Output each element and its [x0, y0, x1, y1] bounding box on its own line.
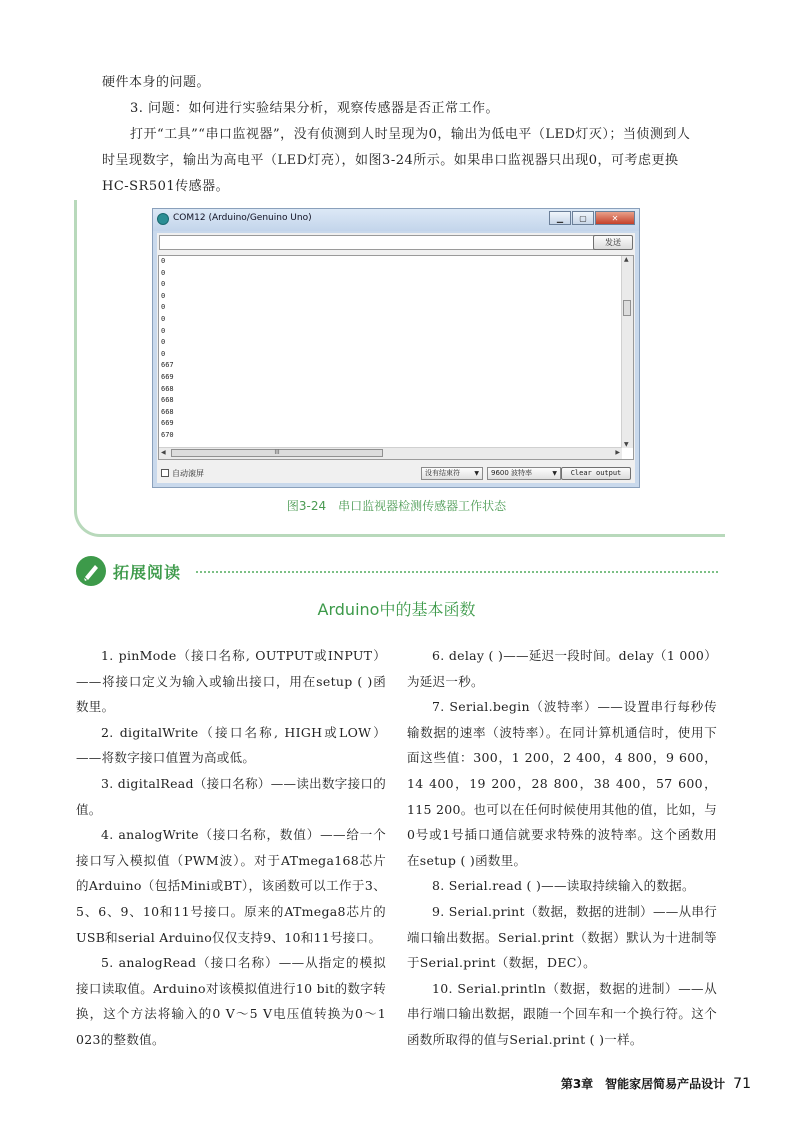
- maximize-button[interactable]: ▢: [572, 211, 594, 225]
- function-item: 9. Serial.print（数据，数据的进制）——从串行端口输出数据。Serial.print（数据）默认为十进制等于Serial.print（数据，DEC）。: [407, 903, 717, 971]
- function-item: 7. Serial.begin（波特率）——设置串行每秒传输数据的速率（波特率）。在同计算机通信时，使用下面这些值：300，1 200，2 400，4 800，9 600，14 400，19 200，28 800，38 400，57 600，115 200。也可以在任何时候使用其他的值，比如，与0号或1号插口通信就要求特殊的波特率。这个函数用在setup ( )函数里。: [407, 699, 717, 868]
- minimize-button[interactable]: ▁: [549, 211, 571, 225]
- function-item: 1. pinMode（接口名称, OUTPUT或INPUT）——将接口定义为输入或输出接口，用在setup ( )函数里。: [76, 648, 386, 715]
- serial-monitor-window: [152, 208, 640, 488]
- pencil-icon: [76, 556, 106, 586]
- output-line: 0: [161, 326, 166, 335]
- horizontal-scrollbar[interactable]: [159, 447, 622, 459]
- function-item: 4. analogWrite（接口名称，数值）——给一个接口写入模拟值（PWM波）。对于ATmega168芯片的Arduino（包括Mini或BT），该函数可以工作于3、5、6、9、10和11号接口。原来的ATmega8芯片的USB和serial Arduino仅仅支持9、10和11号接口。: [76, 827, 386, 945]
- output-line: 667: [161, 361, 174, 370]
- output-line: 0: [161, 349, 166, 358]
- scroll-right-icon[interactable]: ▶: [615, 449, 620, 456]
- left-column: [76, 643, 386, 1053]
- arduino-icon: [157, 213, 169, 225]
- baud-value: 9600 波特率: [491, 469, 533, 477]
- chapter-title: 第3章 智能家居简易产品设计: [560, 1077, 726, 1091]
- autoscroll-checkbox[interactable]: [161, 469, 169, 477]
- chevron-down-icon: ▼: [552, 470, 557, 477]
- autoscroll-label: 自动滚屏: [172, 469, 204, 478]
- output-line: 0: [161, 268, 166, 277]
- output-line: 668: [161, 407, 174, 416]
- close-button[interactable]: ✕: [595, 211, 635, 225]
- intro-line: 硬件本身的问题。: [102, 75, 211, 90]
- serial-output[interactable]: [158, 255, 634, 460]
- function-item: 8. Serial.read ( )——读取持续输入的数据。: [432, 878, 695, 894]
- function-item: 2. digitalWrite（接口名称, HIGH或LOW）——将数字接口值置为高或低。: [76, 724, 386, 766]
- line-ending-select[interactable]: [421, 467, 483, 480]
- function-item: 6. delay ( )——延迟一段时间。delay（1 000）为延迟一秒。: [407, 648, 717, 689]
- output-line: 670: [161, 430, 174, 439]
- bottom-bar: [159, 466, 633, 482]
- output-line: 0: [161, 291, 166, 300]
- intro-paragraph: 打开“工具”“串口监视器”，没有侦测到人时呈现为0，输出为低电平（LED灯灭）；当侦测到人时呈现数字，输出为高电平（LED灯亮），如图3-24所示。如果串口监视器只出现0，可考虑更换HC-SR501传感器。: [102, 127, 691, 194]
- section-title: Arduino中的基本函数: [317, 600, 476, 619]
- baud-select[interactable]: [487, 467, 561, 480]
- right-column: [407, 643, 717, 1053]
- vertical-scroll-thumb[interactable]: [623, 300, 631, 316]
- window-client: [157, 233, 635, 483]
- output-line: 669: [161, 372, 174, 381]
- send-input[interactable]: [159, 235, 595, 250]
- output-line: 0: [161, 303, 166, 312]
- line-ending-value: 没有结束符: [425, 469, 460, 477]
- horizontal-scroll-thumb[interactable]: III: [171, 449, 383, 457]
- clear-output-button[interactable]: Clear output: [561, 467, 631, 480]
- question-3: 3. 问题：如何进行实验结果分析，观察传感器是否正常工作。: [130, 101, 500, 116]
- output-line: 0: [161, 280, 166, 289]
- chevron-down-icon: ▼: [474, 470, 479, 477]
- section-header: 拓展阅读: [113, 563, 182, 582]
- output-line: 0: [161, 314, 166, 323]
- function-item: 10. Serial.println（数据，数据的进制）——从串行端口输出数据，跟随一个回车和一个换行符。这个函数所取得的值与Serial.print ( )一样。: [407, 980, 717, 1047]
- page-footer: [561, 1075, 751, 1092]
- scroll-up-icon[interactable]: ▲: [624, 256, 629, 263]
- title-bar[interactable]: [153, 209, 639, 231]
- intro-text: [102, 70, 702, 200]
- scroll-down-icon[interactable]: ▼: [624, 441, 629, 448]
- output-line: 668: [161, 384, 174, 393]
- output-line: 668: [161, 396, 174, 405]
- vertical-scrollbar[interactable]: [621, 256, 633, 448]
- output-line: 0: [161, 257, 166, 265]
- window-title: COM12 (Arduino/Genuino Uno): [173, 213, 312, 223]
- scroll-left-icon[interactable]: ◀: [161, 449, 166, 456]
- header-divider: [196, 571, 718, 573]
- page-number: 71: [733, 1076, 751, 1092]
- function-item: 5. analogRead（接口名称）——从指定的模拟接口读取值。Arduino对该模拟值进行10 bit的数字转换，这个方法将输入的0 V～5 V电压值转换为0～1 023的整数值。: [76, 955, 386, 1047]
- output-line: 0: [161, 338, 166, 347]
- function-item: 3. digitalRead（接口名称）——读出数字接口的值。: [76, 775, 386, 817]
- figure-caption: 图3-24 串口监视器检测传感器工作状态: [286, 499, 507, 513]
- send-button[interactable]: 发送: [593, 235, 633, 250]
- output-line: 669: [161, 419, 174, 428]
- output-lines: [161, 256, 174, 442]
